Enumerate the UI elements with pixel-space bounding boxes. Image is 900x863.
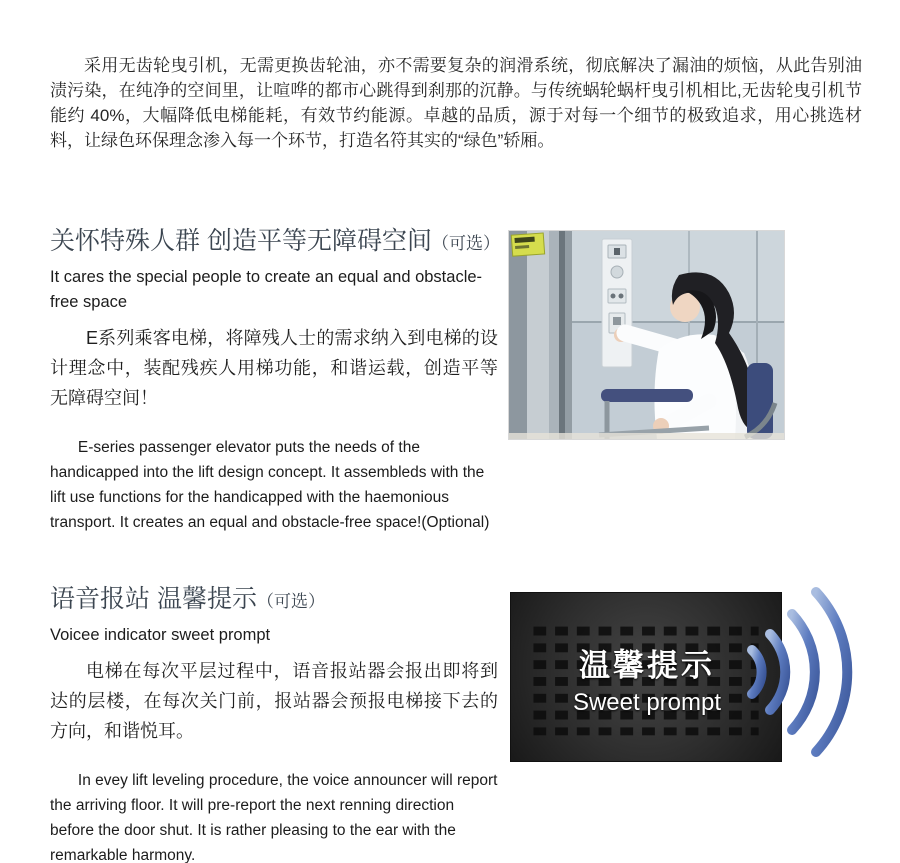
speaker-label-cn: 温馨提示 xyxy=(579,647,715,683)
intro-paragraph: 采用无齿轮曳引机，无需更换齿轮油，亦不需要复杂的润滑系统，彻底解决了漏油的烦恼，从此告别油渍污染，在纯净的空间里，让喧哗的都市心跳得到刹那的沉静。与传统蜗轮蜗杆曳引机相比,无齿轮曳引机节能约 40%，大幅降低电梯能耗，有效节约能源。卓越的品质，源于对每一个细节的极致追求，用心挑选材料，让绿色环保理念渗入每一个环节，打造名符其实的“绿色”轿厢。 xyxy=(50,56,862,150)
speaker-label-en: Sweet prompt xyxy=(572,688,722,716)
notice-sign xyxy=(511,233,544,256)
section-subtitle-en: Voicee indicator sweet prompt xyxy=(50,626,271,644)
section-accessibility xyxy=(50,224,498,551)
body-paragraph-en: E-series passenger elevator puts the needs of the handicapped into the lift design concept. It assembleds with the lift use functions for the handicapped with the haemonious transport. It creates an equal and obstacle-free space!(Optional) xyxy=(50,439,490,531)
sweet-prompt-graphic xyxy=(510,592,880,764)
section-subtitle-en: It cares the special people to create an equal and obstacle-free space xyxy=(50,268,483,311)
body-paragraph-cn: 电梯在每次平层过程中，语音报站器会报出即将到达的层楼，在每次关门前，报站器会预报电梯接下去的方向，和谐悦耳。 xyxy=(50,661,498,741)
body-paragraph-en: In evey lift leveling procedure, the voice announcer will report the arriving floor. It will pre-report the next renning direction before the door shut. It is rather pleasing to the ear with the remarkable harmony. xyxy=(50,772,498,863)
wheelchair-photo-illustration xyxy=(509,231,784,439)
section-voice xyxy=(50,582,498,863)
body-paragraph-cn: E系列乘客电梯，将障残人士的需求纳入到电梯的设计理念中，装配残疾人用梯功能，和谐运载，创造平等无障碍空间！ xyxy=(50,328,498,408)
optional-tag: （可选） xyxy=(431,234,500,253)
section-heading-voice xyxy=(50,582,498,619)
heading-text: 关怀特殊人群 创造平等无障碍空间 xyxy=(50,227,432,255)
wheelchair-elevator-photo xyxy=(508,230,785,440)
optional-tag: （可选） xyxy=(256,592,325,611)
section-heading-accessibility xyxy=(50,224,498,261)
sound-wave-icon xyxy=(728,584,888,770)
heading-text: 语音报站 温馨提示 xyxy=(50,585,257,613)
